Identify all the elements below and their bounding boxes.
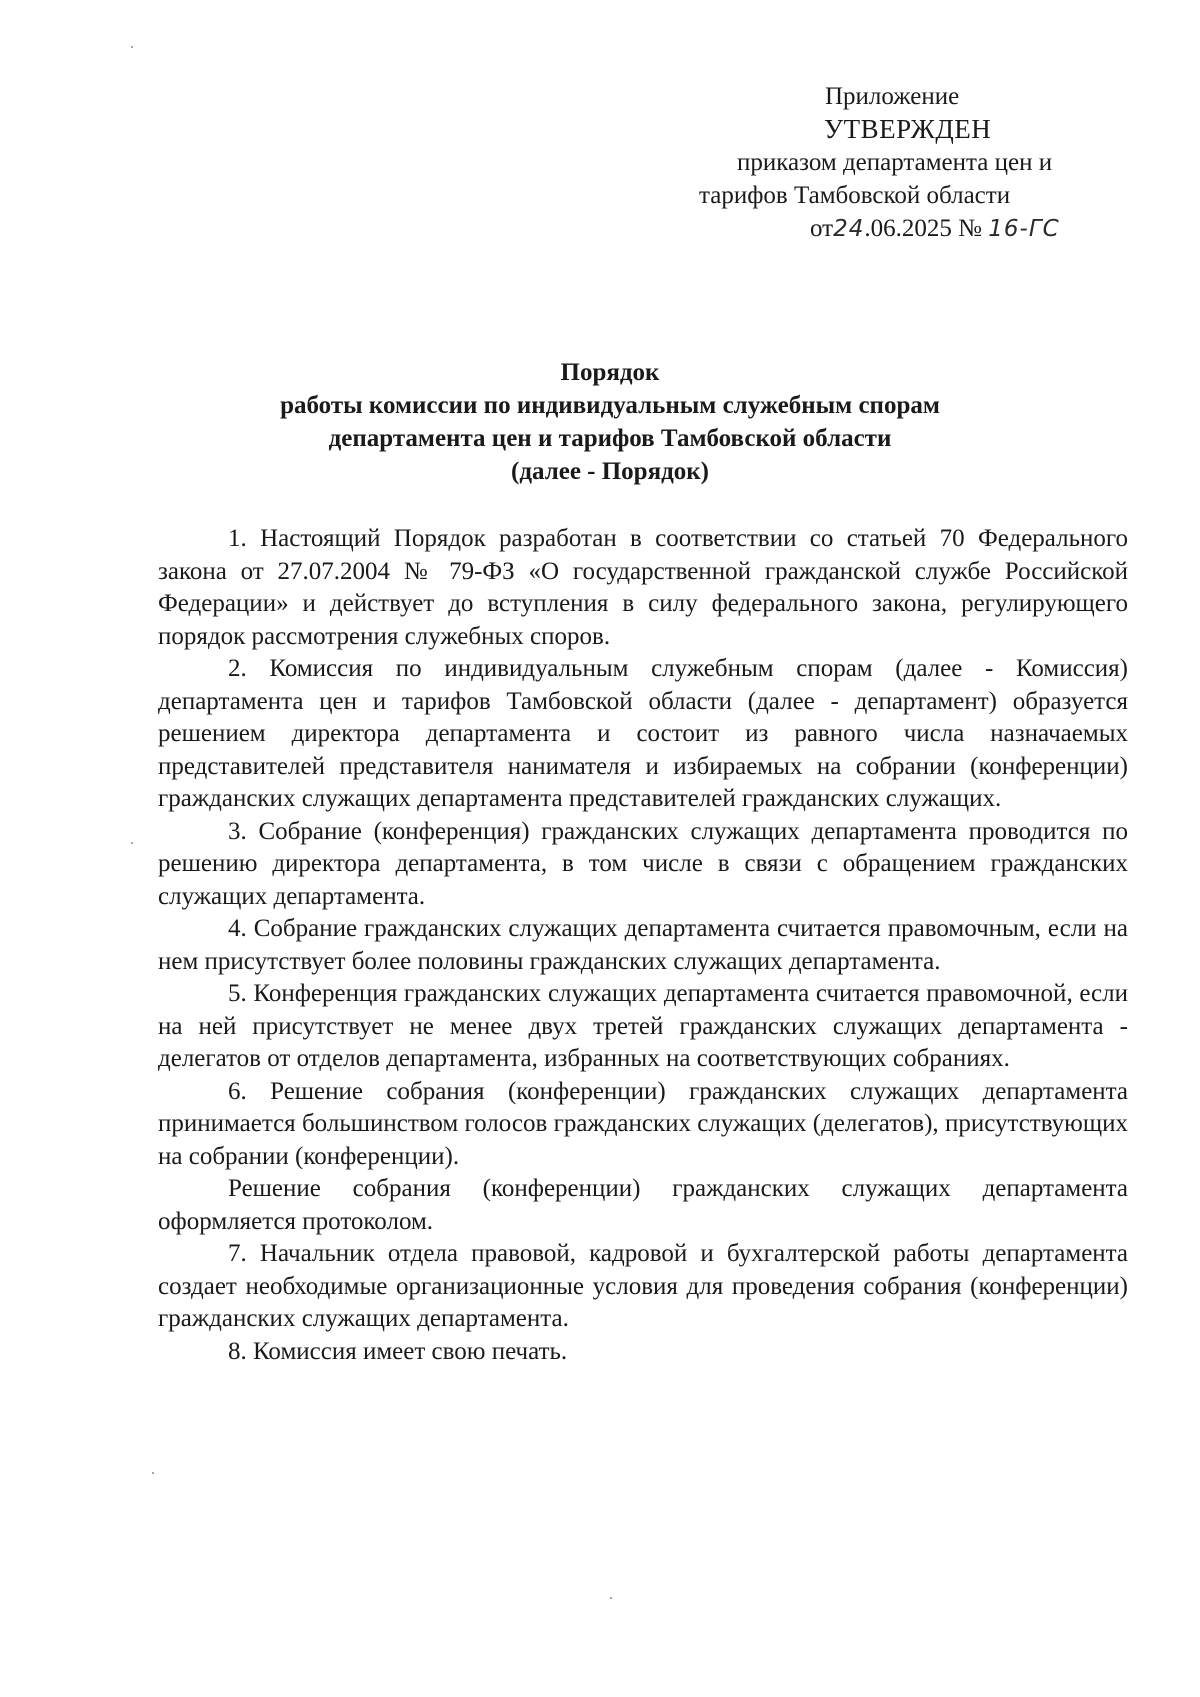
document-title xyxy=(160,356,1060,488)
title-line-1: Порядок xyxy=(560,359,660,386)
order-line: приказом департамента цен и xyxy=(737,149,1053,176)
paragraph-1: 1. Настоящий Порядок разработан в соответствии со статьей 70 Федерального закона от 27.07.2004 № 79-ФЗ «О государственной гражданской службе Российской Федерации» и действует до вступления в силу федерального закона, регулирующего порядок рассмотрения служебных споров. xyxy=(158,525,1128,650)
title-line-4: (далее - Порядок) xyxy=(511,458,709,485)
paragraph-6-continuation: Решение собрания (конференции) гражданских служащих департамента оформляется протоколом. xyxy=(158,1175,1128,1235)
scan-speck xyxy=(131,46,133,48)
handwritten-order-number: 16-ГС xyxy=(988,216,1060,242)
date-number-line xyxy=(690,212,1110,246)
scan-speck xyxy=(152,1472,154,1474)
approval-block xyxy=(690,80,1110,246)
paragraph-4: 4. Собрание гражданских служащих департамента считается правомочным, если на нем присутствует более половины гражданских служащих департамента. xyxy=(158,915,1128,975)
paragraph-7: 7. Начальник отдела правовой, кадровой и бухгалтерской работы департамента создает необходимые организационные условия для проведения собрания (конференции) гражданских служащих департамента. xyxy=(158,1240,1128,1332)
title-line-2: работы комиссии по индивидуальным служебным спорам xyxy=(280,392,940,419)
approved-stamp-text: УТВЕРЖДЕН xyxy=(824,114,992,144)
department-line: тарифов Тамбовской области xyxy=(699,182,1011,209)
handwritten-day: 24 xyxy=(833,216,865,242)
paragraph-5: 5. Конференция гражданских служащих департамента считается правомочной, если на ней присутствует не менее двух третей гражданских служащих департамента - делегатов от отделов департамента, избранных на соответствующих собраниях. xyxy=(158,980,1128,1072)
paragraph-6: 6. Решение собрания (конференции) гражданских служащих департамента принимается большинством голосов гражданских служащих (делегатов), присутствующих на собрании (конференции). xyxy=(158,1077,1128,1170)
appendix-label: Приложение xyxy=(825,83,960,110)
paragraph-3: 3. Собрание (конференция) гражданских служащих департамента проводится по решению директора департамента, в том числе в связи с обращением гражданских служащих департамента. xyxy=(158,817,1128,910)
date-rest: .06.2025 № xyxy=(864,215,982,242)
scan-speck xyxy=(610,1597,612,1599)
date-prefix: от xyxy=(810,215,834,242)
paragraph-2: 2. Комиссия по индивидуальным служебным спорам (далее - Комиссия) департамента цен и тарифов Тамбовской области (далее - департамент) образуется решением директора департамента и состоит из равного числа назначаемых представителей представителя нанимателя и избираемых на собрании (конференции) гражданских служащих департамента представителей гражданских служащих. xyxy=(158,655,1128,812)
title-line-3: департамента цен и тарифов Тамбовской области xyxy=(328,425,892,452)
document-body xyxy=(158,523,1128,1368)
scan-speck xyxy=(131,842,133,844)
paragraph-8: 8. Комиссия имеет свою печать. xyxy=(228,1337,568,1365)
